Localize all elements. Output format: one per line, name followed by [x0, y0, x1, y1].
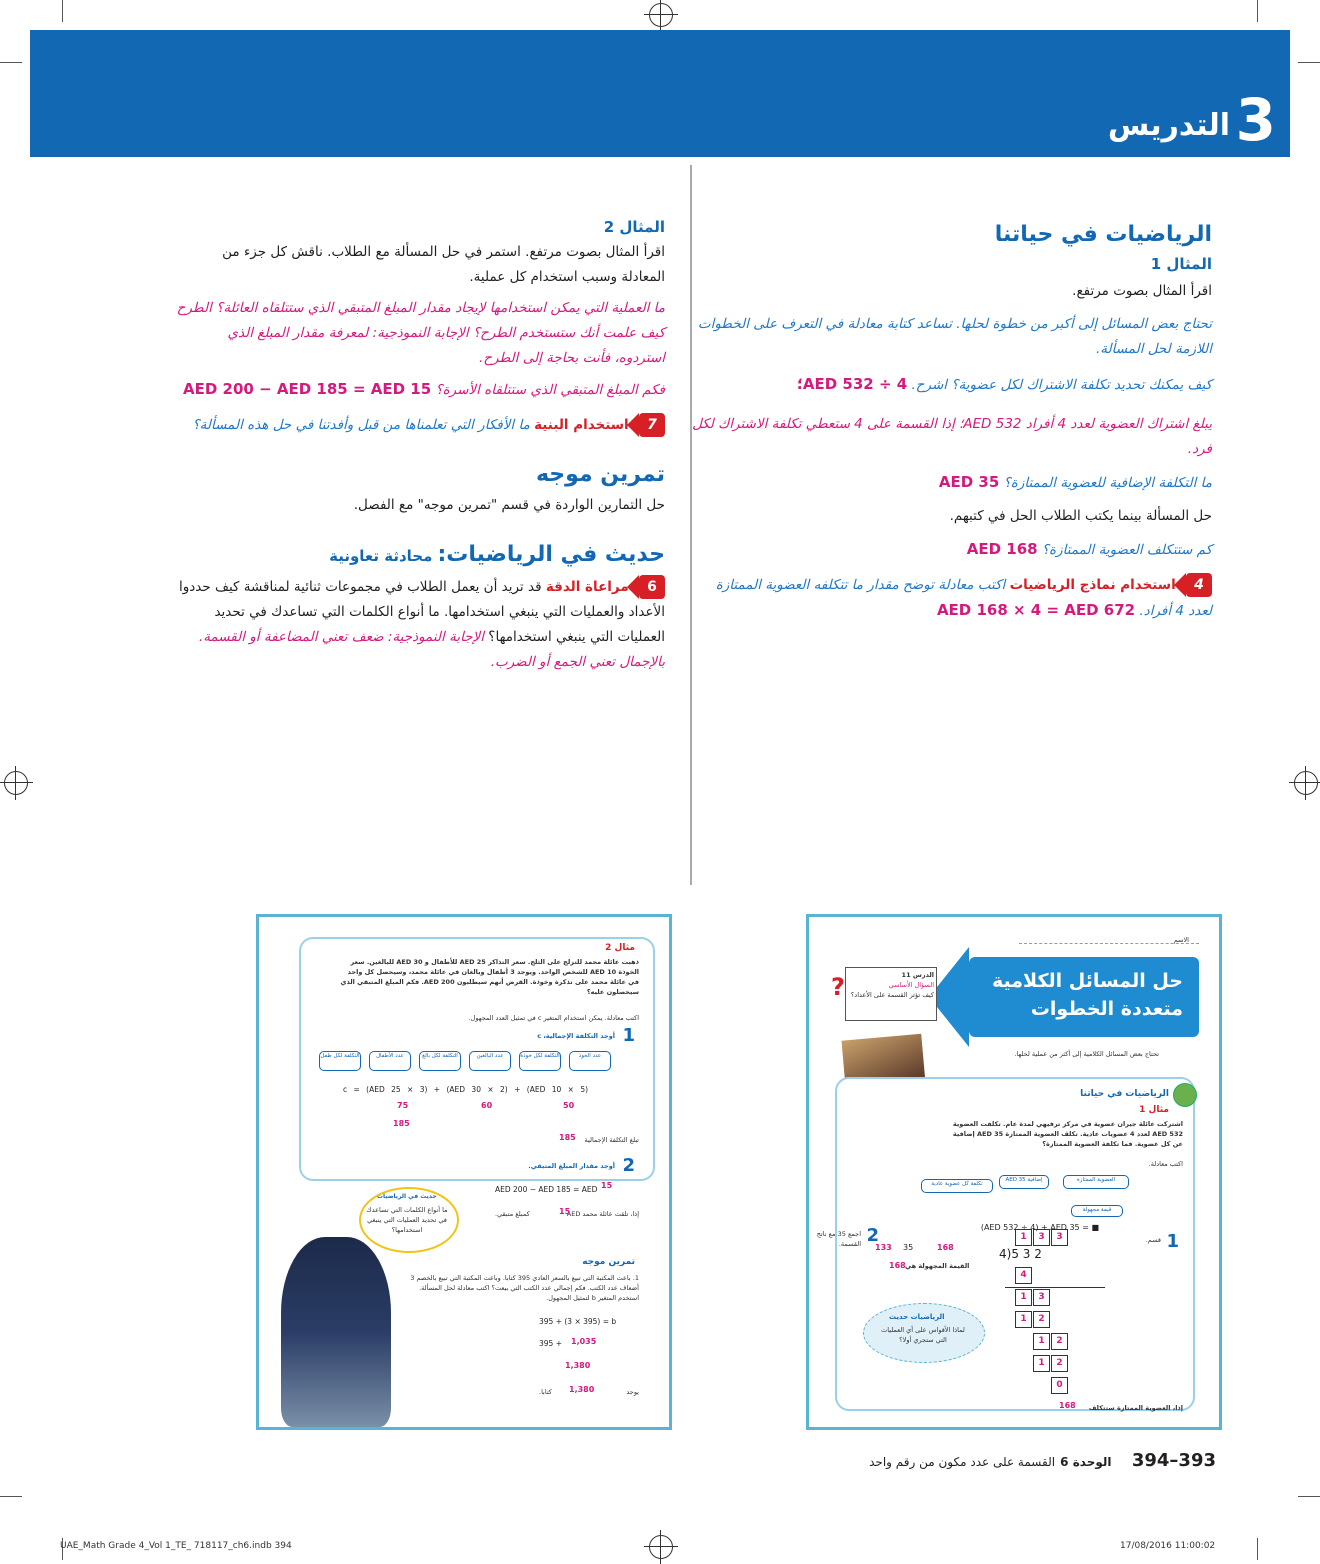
example-label: المثال 1 [1150, 255, 1212, 273]
talk-subtitle: محادثة تعاونية [329, 547, 433, 565]
badge-text: اكتب معادلة توضح مقدار ما تتكلفه العضوية الممتازة لعدد 4 أفراد. [715, 577, 1212, 619]
conclusion-answer: 168 [1059, 1401, 1076, 1410]
cost-value: 60 [481, 1101, 493, 1110]
cost-box: التكلفة لكل طفل [319, 1051, 361, 1071]
title-line-1: حل المسائل الكلامية [992, 970, 1183, 992]
addend-2: 35 [903, 1243, 914, 1252]
question-text: كيف يمكنك تحديد تكلفة الاشتراك لكل عضوية؟ اشرح. [911, 377, 1212, 393]
answer: AED 532 ÷ 4؛ [796, 375, 908, 393]
title-line-2: متعددة الخطوات [1030, 998, 1183, 1020]
zero-remainder: 0 [1051, 1377, 1068, 1394]
guided-title: تمرين موجه [535, 462, 665, 487]
unknown-value-label: القيمة المجهولة هي [905, 1262, 970, 1270]
badge-number: 6 [639, 575, 665, 599]
eq-box-extra: AED 35 إضافية [999, 1175, 1049, 1189]
badge-answer: AED 168 × 4 = AED 672 [936, 601, 1136, 619]
example-label: المثال 2 [603, 218, 665, 236]
badge-text: ما الأفكار التي تعلمناها من قبل وأفدتنا في حل هذه المسألة؟ [192, 417, 530, 433]
bubble-text: لماذا الأقواس على أي العمليات التي ستجري أولا؟ [881, 1326, 965, 1344]
badge-label: مراعاة الدقة [545, 579, 629, 595]
remainder-digit: 1 [1033, 1333, 1050, 1350]
step-1-number: 1 [622, 1025, 635, 1046]
registration-mark-icon [1294, 771, 1318, 795]
eq-box-premium: العضوية الممتازة [1063, 1175, 1129, 1189]
section-title: الرياضيات في حياتنا [994, 222, 1212, 247]
cost-equation: c = (AED 25 × 3) + (AED 30 × 2) + (AED 10 × 5) [343, 1085, 589, 1094]
question-remaining [175, 377, 665, 403]
crop-mark [1257, 0, 1258, 22]
practice-badge-7 [175, 413, 665, 438]
step-1-number: 1 [1166, 1231, 1179, 1252]
essential-label: السؤال الأساسي [888, 981, 934, 989]
cost-box: عدد الأطفال [369, 1051, 411, 1071]
subtraction-answer: 15 [601, 1181, 613, 1190]
crop-mark [1257, 1538, 1258, 1560]
subtract-digit: 2 [1051, 1355, 1068, 1372]
intro-text: تحتاج بعض المسائل الكلامية إلى أكثر من عملية لحلها. [1014, 1050, 1159, 1058]
step-2-number: 2 [622, 1155, 635, 1176]
talk-bubble-title: حديث في الرياضيات [377, 1193, 437, 1200]
cost-box: التكلفة لكل بالغ [419, 1051, 461, 1071]
step-2-number: 2 [866, 1225, 879, 1246]
total-value: 185 [559, 1133, 576, 1142]
registration-mark-icon [649, 3, 673, 27]
unit-label: الوحدة 6 [1060, 1455, 1112, 1469]
pink-answer-2: بالإجمال تعني الجمع أو الضرب. [490, 654, 665, 670]
example-text: اقرأ المثال بصوت مرتفع. استمر في حل المسألة مع الطلاب. ناقش كل جزء من المعادلة وسبب استخدام كل عملية. [222, 244, 665, 285]
guided-equation: 395 + (3 × 395) = b [539, 1317, 617, 1326]
lesson-number: الدرس 11 [901, 971, 934, 979]
write-equation-label: اكتب معادلة. [1148, 1160, 1183, 1168]
badge-number: 4 [1186, 573, 1212, 597]
pink-question-2: كيف علمت أنك ستستخدم الطرح؟ الإجابة النموذجية: لمعرفة مقدار المبلغ الذي استردوه، فأنت بحاجة إلى الطرح. [227, 325, 665, 366]
crop-mark [1298, 62, 1320, 63]
instruction-text: حل المسألة بينما يكتب الطلاب الحل في كتبهم. [949, 508, 1212, 524]
page-numbers: 393–394 [1131, 1450, 1216, 1471]
remainder-digit: 3 [1033, 1289, 1050, 1306]
crop-mark [62, 0, 63, 22]
result-suffix: كمبلغ متبقي. [495, 1210, 530, 1218]
total-label: تبلغ التكلفة الإجمالية [584, 1136, 639, 1144]
answer: AED 168 [966, 540, 1038, 558]
banner-number: 3 [1235, 86, 1276, 154]
right-column [692, 222, 1212, 624]
example-heading: مثال 1 [1139, 1105, 1169, 1115]
subtract-digit: 1 [1015, 1311, 1032, 1328]
guided-text: حل التمارين الواردة في قسم "تمرين موجه" مع الفصل. [353, 497, 665, 513]
quotient-digit: 3 [1051, 1229, 1068, 1246]
question-1 [692, 372, 1212, 398]
problem-text: ذهبت عائلة محمد للتزلج على الثلج. سعر التذاكر AED 25 للأطفال و AED 30 للبالغين. سعر الخوذة AED 10 للشخص الواحد. ويوجد 3 أطفال وبالغان في عائلة محمد، وسيحصل كل واحد في عائلة محمد على تذكرة وخوذة. القرض أنهم سيطلبون AED 200. فكم المبلغ المتبقي الذي سيحصلون عليه؟ [340, 958, 639, 996]
quotient-digit: 1 [1015, 1229, 1032, 1246]
practice-badge-4 [692, 573, 1212, 624]
answer-paragraph: يبلغ اشتراك العضوية لعدد 4 أفراد AED 532؛ إذا القسمة على 4 ستعطي تكلفة الاشتراك لكل فرد. [692, 416, 1212, 457]
subtract-digit: 1 [1033, 1355, 1050, 1372]
result-label: إذا، تلقت عائلة محمد AED [566, 1210, 639, 1218]
step-2-label: اجمع 35 مع ناتج القسمة. [816, 1230, 861, 1248]
bubble-title: الرياضيات حديث [889, 1313, 945, 1321]
dividend: 4)5 3 2 [999, 1247, 1042, 1261]
cost-box: التكلفة لكل خوذة [519, 1051, 561, 1071]
guided-step: 395 + [539, 1339, 562, 1348]
badge-number: 7 [639, 413, 665, 437]
problem-text: اشتركت عائلة جيران عضوية في مركز ترفيهي لمدة عام. تكلفت العضوية AED 532 لعدد 4 عضويات عادية. تكلف العضوية الممتازة AED 35 إضافية عن كل عضوية. فما تكلفة العضوية الممتازة؟ [952, 1120, 1183, 1148]
remainder-digit: 1 [1015, 1289, 1032, 1306]
answer: AED 35 [938, 473, 1000, 491]
practice-badge-6 [175, 575, 665, 650]
question-text: كم ستتكلف العضوية الممتازة؟ [1041, 542, 1212, 558]
crop-mark [0, 1496, 22, 1497]
eq-box-unknown: قيمة مجهولة [1071, 1205, 1123, 1217]
example-heading: مثال 2 [605, 943, 635, 953]
mathlife-heading: الرياضيات في حياتنا [1080, 1089, 1169, 1099]
question-text: فكم المبلغ المتبقي الذي ستتلقاه الأسرة؟ [435, 382, 665, 398]
guided-problem: 1. باعت المكتبة التي تبيع بالسعر العادي 395 كتابا. وباعت المكتبة التي تبيع بالخصم 3 أضعاف عدد الكتب. فكم إجمالي عدد الكتب التي بيعت؟ اكتب معادلة لحل المسألة. استخدم المتغير b لتمثيل المجهول. [410, 1274, 639, 1302]
crop-mark [1298, 1496, 1320, 1497]
step-1-label: أوجد التكلفة الإجمالية، c [537, 1032, 615, 1040]
name-line [1019, 943, 1199, 944]
cost-value: 75 [397, 1101, 409, 1110]
snowboarder-photo [281, 1237, 391, 1427]
banner-title: التدريس [1107, 108, 1230, 143]
read-aloud-text: اقرأ المثال بصوت مرتفع. [1072, 283, 1212, 299]
question-mark-icon: ? [831, 973, 845, 1001]
conclusion-text: إذا، العضوية الممتازة ستتكلف [1088, 1404, 1183, 1412]
cost-box: عدد الخوذ [569, 1051, 611, 1071]
question-text: ما التكلفة الإضافية للعضوية الممتازة؟ [1003, 475, 1212, 491]
division-line [1005, 1287, 1105, 1288]
eq-box-regular: تكلفة كل عضوية عادية [921, 1179, 993, 1193]
name-label: الاسم [1173, 936, 1189, 944]
sum: 168 [937, 1243, 954, 1252]
unknown-value-answer: 168 [889, 1261, 906, 1270]
student-page-thumbnail-right [806, 914, 1222, 1430]
answer: AED 200 − AED 185 = AED 15 [183, 380, 432, 398]
pink-answer: الإجابة النموذجية: ضعف تعني المضاعفة أو القسمة. [198, 629, 484, 645]
subtract-digit: 4 [1015, 1267, 1032, 1284]
quotient-digit: 3 [1033, 1229, 1050, 1246]
pink-question-1: ما العملية التي يمكن استخدامها لإيجاد مقدار المبلغ المتبقي الذي ستتلقاه العائلة؟ الطرح [176, 300, 665, 316]
question-2 [692, 470, 1212, 496]
cost-box: عدد البالغين [469, 1051, 511, 1071]
lesson-title [983, 967, 1183, 1023]
question-3 [692, 537, 1212, 563]
cost-total: 185 [393, 1119, 410, 1128]
step-1-label: قسم. [1145, 1236, 1161, 1244]
left-column [175, 218, 665, 675]
file-slug: UAE_Math Grade 4_Vol 1_TE_ 718117_ch6.indb 394 [60, 1541, 292, 1551]
subtraction-equation: AED 200 − AED 185 = AED [495, 1185, 598, 1194]
student-page-thumbnail-left [256, 914, 672, 1430]
result-answer: 15 [559, 1207, 571, 1216]
page-footer [869, 1450, 1216, 1471]
talk-heading [175, 542, 665, 567]
talk-bubble-text: ما أنواع الكلمات التي تساعدك في تحديد العمليات التي ينبغي استخدامها؟ [366, 1206, 448, 1234]
section-banner [30, 30, 1290, 157]
remainder-digit: 2 [1051, 1333, 1068, 1350]
badge-text: قد تريد أن يعمل الطلاب في مجموعات ثنائية لمناقشة كيف حددوا الأعداد والعمليات التي ينبغي استخدامها. ما أنواع الكلمات التي تساعدك في تحديد العمليات التي ينبغي استخدامها؟ [179, 579, 665, 645]
badge-label: استخدام البنية [534, 417, 629, 433]
guided-result: 1,380 [569, 1385, 595, 1394]
badge-label: استخدام نماذج الرياضيات [1009, 577, 1176, 593]
addend-1: 133 [875, 1243, 892, 1252]
timestamp-slug: 17/08/2016 11:00:02 [1120, 1541, 1216, 1551]
instruction-text: اكتب معادلة. يمكن استخدام المتغير c في تمثيل العدد المجهول. [468, 1014, 639, 1022]
guided-heading: تمرين موجه [582, 1257, 635, 1267]
globe-icon [1173, 1083, 1197, 1107]
essential-question: كيف تؤثر القسمة على الأعداد؟ [850, 991, 934, 999]
registration-mark-icon [649, 1535, 673, 1559]
guided-sum: 1,380 [565, 1361, 591, 1370]
guided-step-answer: 1,035 [571, 1337, 597, 1346]
equation: (AED 532 ÷ 4) + AED 35 = ■ [980, 1223, 1099, 1232]
crop-mark [0, 62, 22, 63]
step-2-label: أوجد مقدار المبلغ المتبقي. [528, 1162, 615, 1170]
unit-title: القسمة على عدد مكون من رقم واحد [869, 1455, 1056, 1469]
talk-title: حديث في الرياضيات: [437, 542, 665, 567]
cost-value: 50 [563, 1101, 575, 1110]
guided-result-suffix: كتابا. [539, 1388, 552, 1396]
registration-mark-icon [4, 771, 28, 795]
teacher-note: تحتاج بعض المسائل إلى أكبر من خطوة لحلها. تساعد كتابة معادلة في التعرف على الخطوات اللازمة لحل المسألة. [697, 316, 1212, 357]
lesson-box [845, 967, 937, 1021]
guided-result-label: يوجد [626, 1388, 639, 1396]
subtract-digit: 2 [1033, 1311, 1050, 1328]
